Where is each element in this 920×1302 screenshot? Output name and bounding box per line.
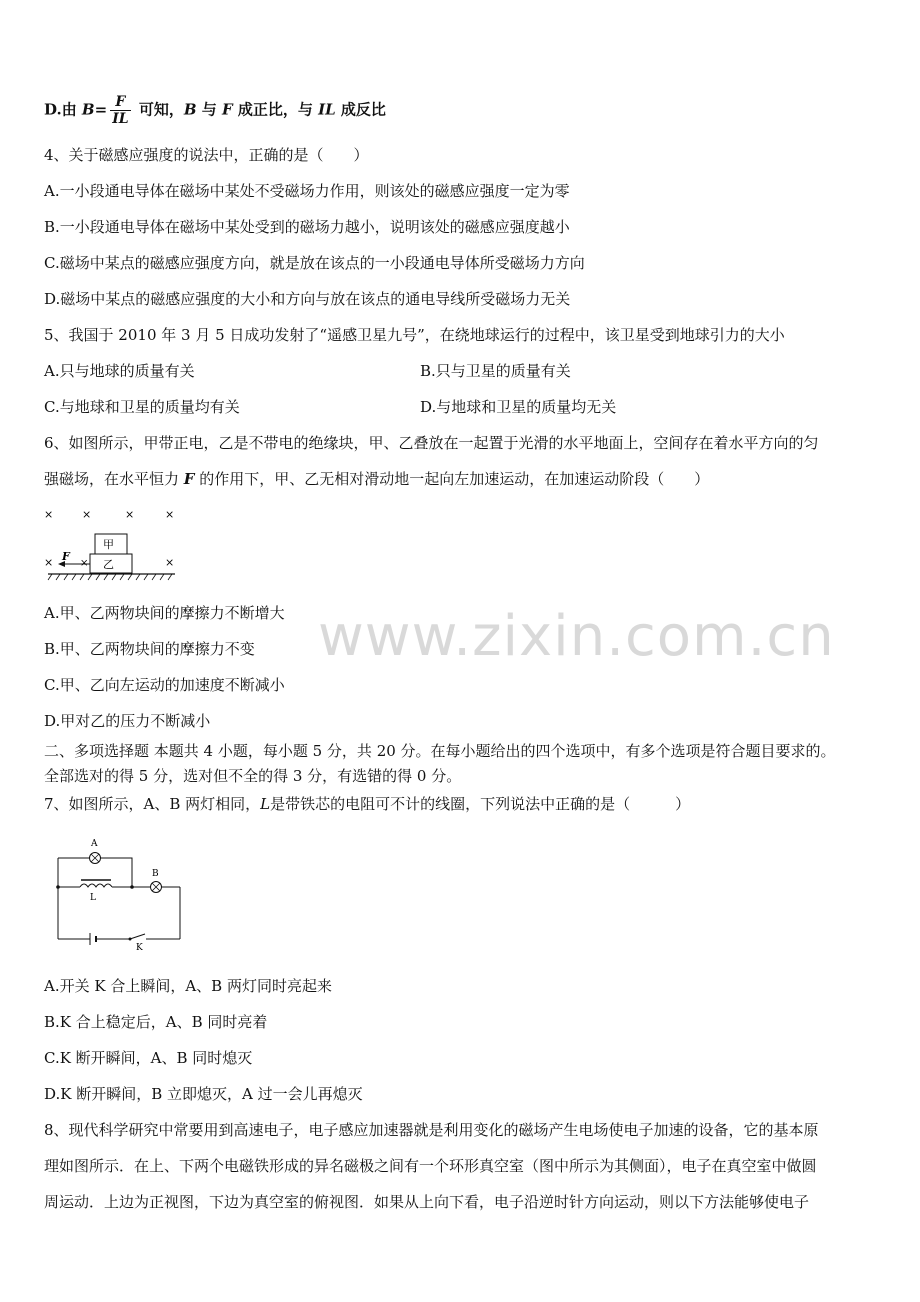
cross-mark: ×	[44, 556, 54, 569]
ground-hatch	[48, 574, 172, 580]
force-label: F	[62, 550, 70, 563]
q4-option-a: A.一小段通电导体在磁场中某处不受磁场力作用，则该处的磁感应强度一定为零	[44, 182, 570, 200]
q7-option-c: C.K 断开瞬间，A、B 同时熄灭	[44, 1049, 253, 1067]
var-l: L	[260, 795, 271, 813]
text: 的作用下，甲、乙无相对滑动地一起向左加速运动，在加速运动阶段（ ）	[194, 470, 710, 488]
text: D.由	[44, 100, 82, 119]
q6-stem-line1: 6、如图所示，甲带正电，乙是不带电的绝缘块，甲、乙叠放在一起置于光滑的水平地面上，空间存在着水平方向的匀	[44, 434, 819, 452]
q5-option-d: D.与地球和卫星的质量均无关	[420, 398, 617, 416]
q7-stem	[44, 794, 690, 814]
watermark: www.zixin.com.cn	[318, 604, 835, 669]
q7-option-a: A.开关 K 合上瞬间，A、B 两灯同时亮起来	[44, 977, 332, 995]
cross-mark: ×	[44, 508, 54, 521]
junction	[130, 885, 134, 889]
q6-figure	[40, 502, 190, 587]
q7-circuit-figure	[50, 834, 190, 952]
option-d-formula	[44, 94, 386, 127]
text: 是带铁芯的电阻可不计的线圈，下列说法中正确的是（ ）	[270, 795, 691, 813]
q8-line2: 理如图所示．在上、下两个电磁铁形成的异名磁极之间有一个环形真空室（图中所示为其侧面），电子在真空室中做圆	[44, 1157, 817, 1175]
junction	[56, 885, 60, 889]
q6-option-d: D.甲对乙的压力不断减小	[44, 712, 211, 730]
var-f: F	[183, 470, 195, 488]
switch-blade	[130, 934, 145, 939]
q6-stem-line2	[44, 469, 709, 489]
equals: =	[94, 100, 108, 119]
var-b: B	[81, 100, 95, 119]
q6-option-c: C.甲、乙向左运动的加速度不断减小	[44, 676, 285, 694]
q5-option-a: A.只与地球的质量有关	[44, 362, 195, 380]
cross-mark: ×	[82, 508, 92, 521]
var-f: F	[221, 100, 233, 119]
section2-line1: 二、多项选择题 本题共 4 小题，每小题 5 分，共 20 分。在每小题给出的四个选项中，有多个选项是符合题目要求的。	[44, 742, 836, 760]
q8-line3: 周运动．上边为正视图，下边为真空室的俯视图．如果从上向下看，电子沿逆时针方向运动，则以下方法能够使电子	[44, 1193, 810, 1211]
q7-option-d: D.K 断开瞬间，B 立即熄灭，A 过一会儿再熄灭	[44, 1085, 363, 1103]
cross-mark: ×	[125, 508, 135, 521]
q5-option-b: B.只与卫星的质量有关	[420, 362, 571, 380]
q4-option-d: D.磁场中某点的磁感应强度的大小和方向与放在该点的通电导线所受磁场力无关	[44, 290, 571, 308]
lamp-a-label: A	[91, 839, 98, 849]
q8-line1: 8、现代科学研究中常要用到高速电子，电子感应加速器就是利用变化的磁场产生电场使电子加速的设备，它的基本原	[44, 1121, 819, 1139]
q6-option-a: A.甲、乙两物块间的摩擦力不断增大	[44, 604, 285, 622]
text: 成正比，与	[232, 100, 319, 119]
text: 可知，	[133, 100, 184, 119]
text: 与	[196, 100, 222, 119]
fraction	[110, 94, 130, 127]
q4-option-c: C.磁场中某点的磁感应强度方向，就是放在该点的一小段通电导体所受磁场力方向	[44, 254, 585, 272]
coil	[80, 884, 112, 887]
block-yi-label: 乙	[103, 558, 114, 571]
cross-mark: ×	[165, 556, 175, 569]
cross-mark: ×	[80, 558, 89, 569]
switch-label: K	[136, 943, 143, 952]
q5-option-c: C.与地球和卫星的质量均有关	[44, 398, 240, 416]
lamp-b-label: B	[152, 869, 159, 879]
q6-option-b: B.甲、乙两物块间的摩擦力不变	[44, 640, 255, 658]
q4-stem: 4、关于磁感应强度的说法中，正确的是（ ）	[44, 146, 369, 164]
q4-option-b: B.一小段通电导体在磁场中某处受到的磁场力越小，说明该处的磁感应强度越小	[44, 218, 570, 236]
text: 7、如图所示，A、B 两灯相同，	[44, 795, 261, 813]
q5-stem: 5、我国于 2010 年 3 月 5 日成功发射了“遥感卫星九号”，在绕地球运行的过程中，该卫星受到地球引力的大小	[44, 326, 785, 344]
var-il: IL	[318, 100, 336, 119]
block-jia-label: 甲	[103, 538, 114, 551]
q7-option-b: B.K 合上稳定后，A、B 同时亮着	[44, 1013, 268, 1031]
var-b: B	[183, 100, 197, 119]
cross-mark: ×	[165, 508, 175, 521]
text: 成反比	[335, 100, 386, 119]
denominator: IL	[112, 111, 129, 127]
section2-line2: 全部选对的得 5 分，选对但不全的得 3 分，有选错的得 0 分。	[44, 767, 462, 785]
coil-label: L	[90, 893, 96, 903]
text: 强磁场，在水平恒力	[44, 470, 184, 488]
numerator: F	[110, 94, 130, 111]
